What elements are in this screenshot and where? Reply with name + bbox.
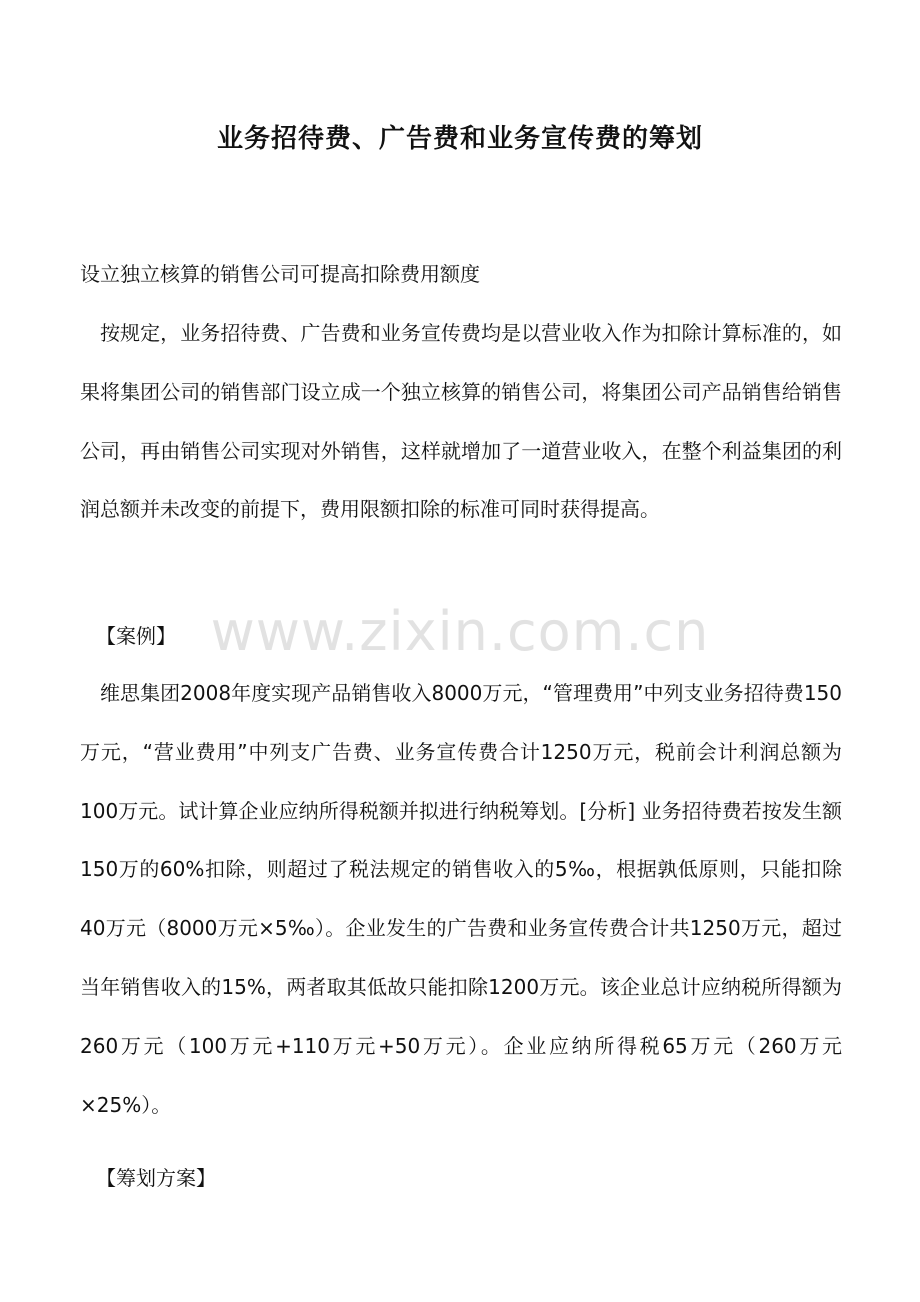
section-heading: 设立独立核算的销售公司可提高扣除费用额度 [80,262,480,286]
document-title: 业务招待费、广告费和业务宣传费的筹划 [216,124,703,154]
paragraph-rule: 按规定，业务招待费、广告费和业务宣传费均是以营业收入作为扣除计算标准的，如果将集团公司的销售部门设立成一个独立核算的销售公司，将集团公司产品销售给销售公司，再由销售公司实现对外销售，这样就增加了一道营业收入，在整个利益集团的利润总额并未改变的前提下，费用限额扣除的标准可同时获得提高。 [80,321,842,522]
paragraph-case: 维思集团2008年度实现产品销售收入8000万元，“管理费用”中列支业务招待费150万元，“营业费用”中列支广告费、业务宣传费合计1250万元，税前会计利润总额为100万元。试计算企业应纳所得税额并拟进行纳税筹划。[分析] 业务招待费若按发生额150万的60%扣除，则超过了税法规定的销售收入的5‰，根据孰低原则，只能扣除40万元（8000万元×5‰）。企业发生的广告费和业务宣传费合计共1250万元，超过当年销售收入的15%，两者取其低故只能扣除1200万元。该企业总计应纳税所得额为260万元（100万元+110万元+50万元）。企业应纳所得税65万元（260万元×25%）。 [80,681,842,1117]
plan-label: 【筹划方案】 [96,1166,216,1190]
case-label: 【案例】 [96,624,176,648]
watermark: www.zixin.com.cn [210,600,710,663]
